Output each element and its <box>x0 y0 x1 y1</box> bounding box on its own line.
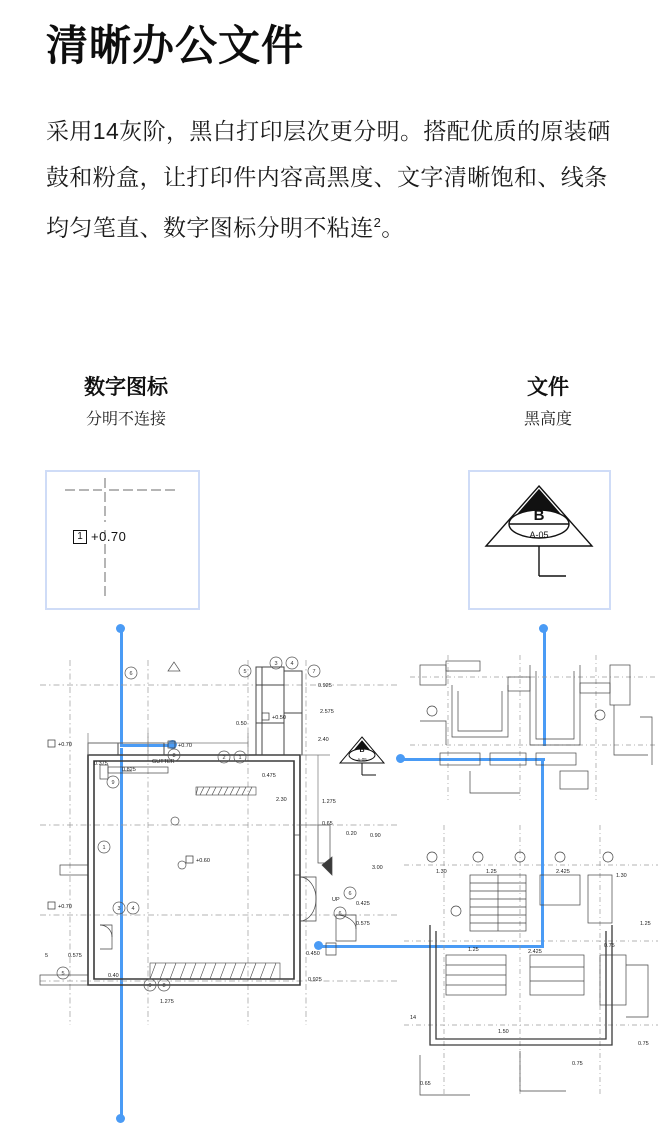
svg-text:+0.70: +0.70 <box>58 742 72 748</box>
svg-text:5: 5 <box>45 953 49 959</box>
svg-text:3.00: 3.00 <box>372 865 383 871</box>
svg-text:5: 5 <box>243 669 247 675</box>
body-paragraph <box>46 108 618 251</box>
caption-left-title: 数字图标 <box>84 376 168 399</box>
svg-text:2.30: 2.30 <box>276 797 287 803</box>
svg-text:0.925: 0.925 <box>308 977 322 983</box>
svg-text:0.50: 0.50 <box>236 721 247 727</box>
svg-text:GUTTER: GUTTER <box>152 759 175 765</box>
svg-text:1: 1 <box>102 845 106 851</box>
svg-text:6: 6 <box>348 891 352 897</box>
svg-text:2.40: 2.40 <box>318 737 329 743</box>
svg-text:7: 7 <box>312 669 316 675</box>
svg-text:9: 9 <box>111 780 115 786</box>
body-text: 采用14灰阶，黑白打印层次更分明。搭配优质的原装硒鼓和粉盒，让打印件内容高黑度、文字清晰饱和、线条均匀笔直、数字图标分明不粘连 <box>46 118 611 241</box>
svg-text:1.25: 1.25 <box>468 947 479 953</box>
svg-text:0.425: 0.425 <box>356 901 370 907</box>
page-title: 清晰办公文件 <box>46 22 305 69</box>
svg-text:0.75: 0.75 <box>638 1041 649 1047</box>
svg-text:0.575: 0.575 <box>356 921 370 927</box>
svg-text:5: 5 <box>61 971 65 977</box>
svg-text:2.575: 2.575 <box>320 709 334 715</box>
svg-text:0.375: 0.375 <box>94 761 108 767</box>
svg-text:4: 4 <box>290 661 294 667</box>
svg-text:0.75: 0.75 <box>604 943 615 949</box>
svg-text:0.75: 0.75 <box>572 1061 583 1067</box>
svg-text:14: 14 <box>410 1015 417 1021</box>
svg-text:1.30: 1.30 <box>616 873 627 879</box>
svg-text:3: 3 <box>274 661 278 667</box>
svg-text:0.65: 0.65 <box>322 821 333 827</box>
svg-text:UP: UP <box>332 897 340 903</box>
svg-text:+0.50: +0.50 <box>272 715 286 721</box>
svg-text:8: 8 <box>162 983 166 989</box>
svg-text:6: 6 <box>129 671 133 677</box>
svg-text:1.50: 1.50 <box>498 1029 509 1035</box>
architectural-drawing <box>0 625 661 1125</box>
svg-text:0.825: 0.825 <box>122 767 136 773</box>
svg-text:3: 3 <box>117 906 121 912</box>
zoom-right-detail-drawing <box>470 472 609 608</box>
svg-text:0.450: 0.450 <box>306 951 320 957</box>
level-tag-callout <box>73 529 126 544</box>
caption-left <box>36 374 216 431</box>
svg-text:6: 6 <box>338 911 342 917</box>
svg-text:B: B <box>359 747 365 754</box>
svg-text:0.65: 0.65 <box>420 1081 431 1087</box>
svg-text:0.475: 0.475 <box>262 773 276 779</box>
caption-right <box>458 374 638 431</box>
footnote-marker: 2 <box>373 215 382 230</box>
svg-text:1: 1 <box>238 755 242 761</box>
svg-text:0.925: 0.925 <box>318 683 332 689</box>
svg-text:0.90: 0.90 <box>370 833 381 839</box>
svg-text:8: 8 <box>172 753 176 759</box>
detail-bubble-letter: B <box>533 507 545 524</box>
svg-text:0.40: 0.40 <box>108 973 119 979</box>
svg-text:+0.60: +0.60 <box>196 858 210 864</box>
svg-text:+0.70: +0.70 <box>178 743 192 749</box>
svg-text:0.575: 0.575 <box>68 953 82 959</box>
svg-text:2.425: 2.425 <box>556 869 570 875</box>
caption-left-subtitle: 分明不连接 <box>85 411 166 429</box>
zoom-box-digital-icon <box>45 470 200 610</box>
svg-text:2: 2 <box>222 755 226 761</box>
svg-text:1.30: 1.30 <box>436 869 447 875</box>
detail-bubble-ref: A-05 <box>529 530 549 540</box>
svg-text:1.275: 1.275 <box>322 799 336 805</box>
svg-text:9: 9 <box>148 983 152 989</box>
svg-text:A-05: A-05 <box>357 757 367 762</box>
caption-right-title: 文件 <box>527 376 569 399</box>
svg-text:2.425: 2.425 <box>528 949 542 955</box>
body-period: 。 <box>381 214 405 241</box>
svg-text:1.275: 1.275 <box>160 999 174 1005</box>
drawing-canvas <box>0 625 661 1125</box>
level-tag-number: 1 <box>73 530 87 544</box>
zoom-box-document-density <box>468 470 611 610</box>
svg-text:1.25: 1.25 <box>640 921 651 927</box>
svg-text:0.20: 0.20 <box>346 831 357 837</box>
svg-text:+0.70: +0.70 <box>58 904 72 910</box>
caption-right-subtitle: 黑高度 <box>523 411 572 429</box>
svg-text:1.25: 1.25 <box>486 869 497 875</box>
svg-text:4: 4 <box>131 906 135 912</box>
level-tag-value: +0.70 <box>91 529 127 544</box>
